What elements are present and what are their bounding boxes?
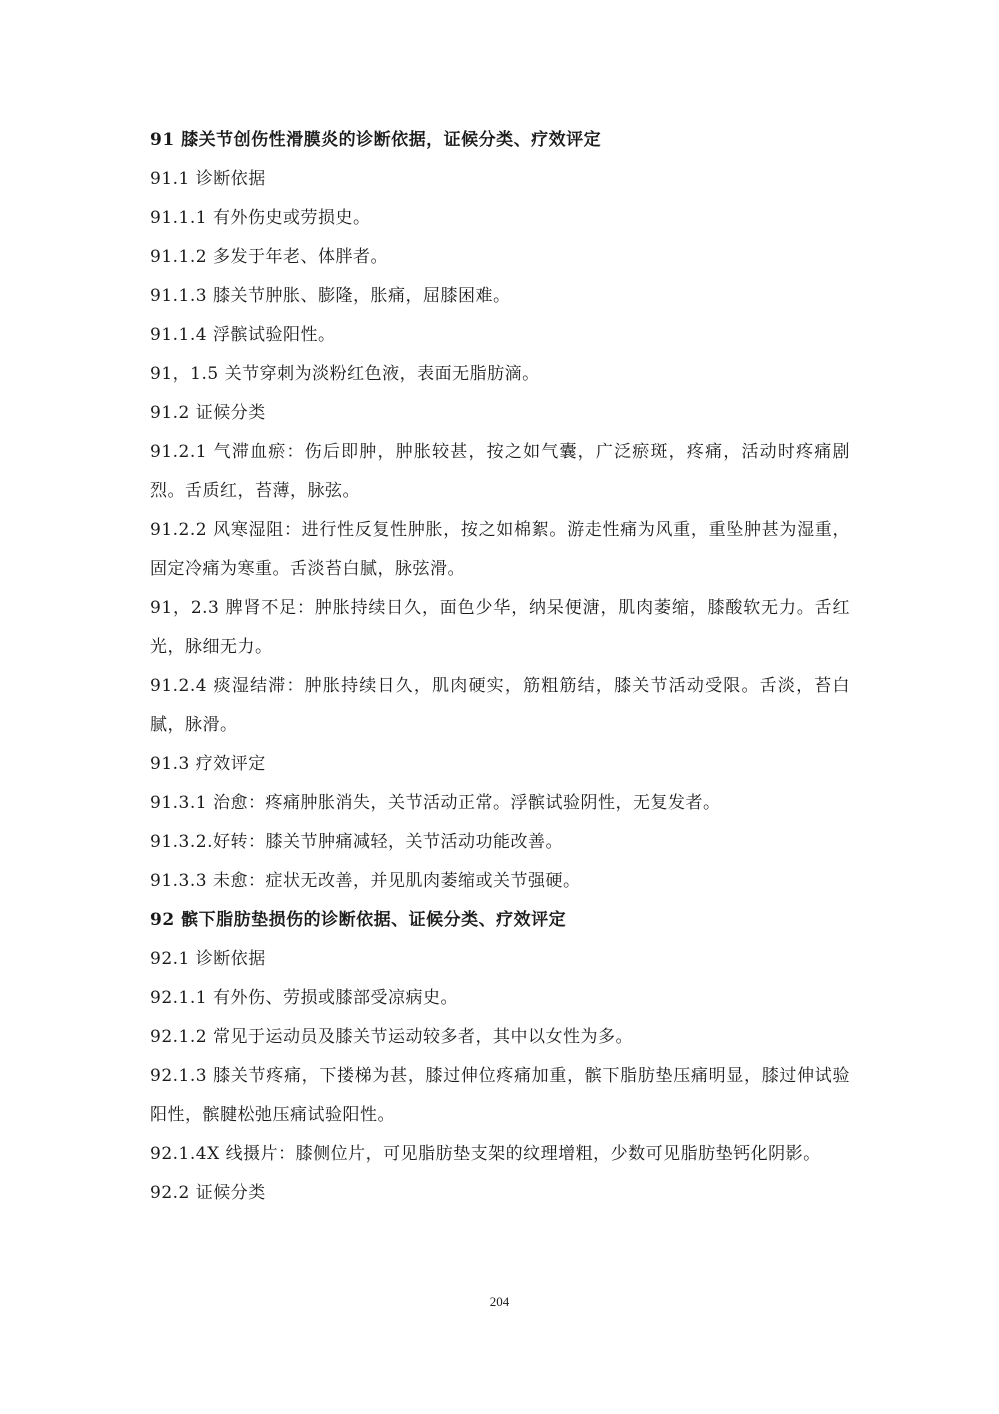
subsection-91-3: 91.3 疗效评定 bbox=[150, 754, 266, 774]
item-92-1-2: 92.1.2 常见于运动员及膝关节运动较多者，其中以女性为多。 bbox=[150, 1027, 633, 1047]
item-91-1-4: 91.1.4 浮髌试验阳性。 bbox=[150, 325, 336, 345]
page-number: 204 bbox=[489, 1294, 510, 1309]
item-91-1-5: 91，1.5 关节穿刺为淡粉红色液，表面无脂肪滴。 bbox=[150, 364, 540, 384]
subsection-92-1: 92.1 诊断依据 bbox=[150, 949, 266, 969]
item-92-1-3: 92.1.3 膝关节疼痛，下搂梯为甚，膝过伸位疼痛加重，髌下脂肪垫压痛明显，膝过伸试验阳性，髌腱松弛压痛试验阳性。 bbox=[150, 1066, 850, 1125]
section-heading-92: 92 髌下脂肪垫损伤的诊断依据、证候分类、疗效评定 bbox=[150, 910, 567, 930]
item-91-1-3: 91.1.3 膝关节肿胀、膨隆，胀痛，屈膝困难。 bbox=[150, 286, 511, 306]
item-92-1-4: 92.1.4X 线摄片：膝侧位片，可见脂肪垫支架的纹理增粗，少数可见脂肪垫钙化阴影。 bbox=[150, 1144, 821, 1164]
subsection-91-2: 91.2 证候分类 bbox=[150, 403, 266, 423]
item-91-2-1: 91.2.1 气滞血瘀：伤后即肿，肿胀较甚，按之如气囊，广泛瘀斑，疼痛，活动时疼痛剧烈。舌质红，苔薄，脉弦。 bbox=[150, 442, 850, 501]
item-91-1-2: 91.1.2 多发于年老、体胖者。 bbox=[150, 247, 388, 267]
item-91-2-4: 91.2.4 痰湿结滞：肿胀持续日久，肌肉硬实，筋粗筋结，膝关节活动受限。舌淡，苔白腻，脉滑。 bbox=[150, 676, 850, 735]
item-91-3-2: 91.3.2.好转：膝关节肿痛减轻，关节活动功能改善。 bbox=[150, 832, 563, 852]
subsection-92-2: 92.2 证候分类 bbox=[150, 1183, 266, 1203]
item-91-2-3: 91，2.3 脾肾不足：肿胀持续日久，面色少华，纳呆便溏，肌肉萎缩，膝酸软无力。舌红光，脉细无力。 bbox=[150, 598, 850, 657]
item-92-1-1: 92.1.1 有外伤、劳损或膝部受凉病史。 bbox=[150, 988, 458, 1008]
item-91-3-1: 91.3.1 治愈：疼痛肿胀消失，关节活动正常。浮髌试验阴性，无复发者。 bbox=[150, 793, 721, 813]
document-body bbox=[150, 121, 850, 1213]
item-91-1-1: 91.1.1 有外伤史或劳损史。 bbox=[150, 208, 371, 228]
section-heading-91: 91 膝关节创伤性滑膜炎的诊断依据，证候分类、疗效评定 bbox=[150, 130, 602, 150]
item-91-2-2: 91.2.2 风寒湿阻：进行性反复性肿胀，按之如棉絮。游走性痛为风重，重坠肿甚为湿重，固定冷痛为寒重。舌淡苔白腻，脉弦滑。 bbox=[150, 520, 850, 579]
subsection-91-1: 91.1 诊断依据 bbox=[150, 169, 266, 189]
item-91-3-3: 91.3.3 未愈：症状无改善，并见肌肉萎缩或关节强硬。 bbox=[150, 871, 581, 891]
